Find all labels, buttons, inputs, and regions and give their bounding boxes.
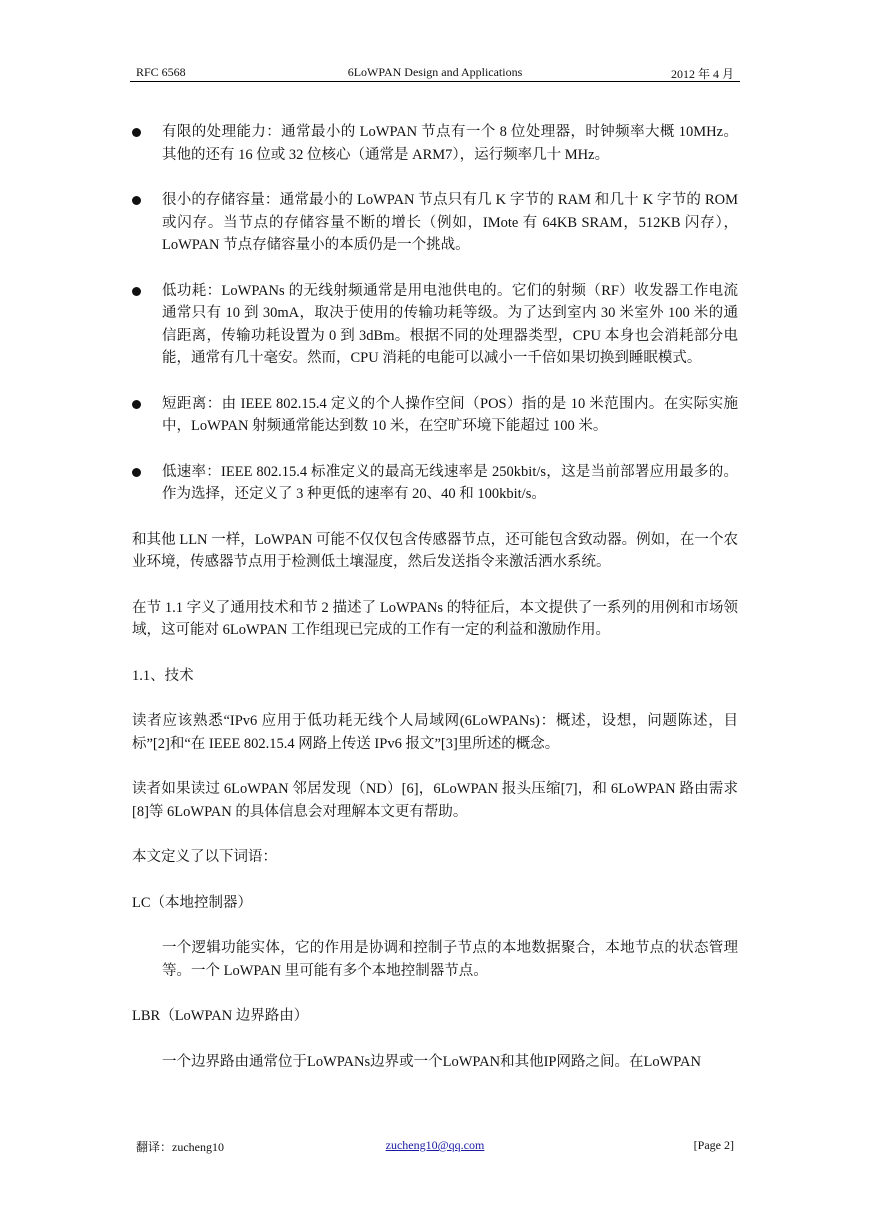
- term-heading: LC（本地控制器）: [132, 894, 253, 911]
- email-link[interactable]: zucheng10@qq.com: [385, 1138, 485, 1152]
- bullet-text: 短距离：由 IEEE 802.15.4 定义的个人操作空间（POS）指的是 10 米范围内。在实际实施中，LoWPAN 射频通常能达到数 10 米，在空旷环境下能超过 100 米。: [162, 395, 738, 434]
- paragraph: 读者应该熟悉“IPv6 应用于低功耗无线个人局域网(6LoWPANs)：概述，设想，问题陈述，目标”[2]和“在 IEEE 802.15.4 网路上传送 IPv6 报文”[3]里所述的概念。: [132, 713, 738, 752]
- bullet-icon: [132, 196, 141, 205]
- paragraph: 读者如果读过 6LoWPAN 邻居发现（ND）[6]，6LoWPAN 报头压缩[7]，和 6LoWPAN 路由需求[8]等 6LoWPAN 的具体信息会对理解本文更有帮助。: [132, 781, 738, 820]
- term-definition: 一个边界路由通常位于LoWPANs边界或一个LoWPAN和其他IP网路之间。在LoWPAN: [162, 1053, 701, 1070]
- paragraph: 本文定义了以下词语：: [132, 849, 277, 865]
- rfc-number: RFC 6568: [136, 65, 186, 79]
- translator-credit: 翻译：zucheng10: [136, 1140, 224, 1154]
- bullet-item: [132, 189, 738, 257]
- bullet-icon: [132, 287, 141, 296]
- bullet-text: 很小的存储容量：通常最小的 LoWPAN 节点只有几 K 字节的 RAM 和几十 K 字节的 ROM 或闪存。当节点的存储容量不断的增长（例如，IMote 有 64KB SRAM，512KB 闪存），LoWPAN 节点存储容量小的本质仍是一个挑战。: [162, 192, 738, 253]
- document-date: 2012 年 4 月: [670, 67, 734, 81]
- bullet-text: 低功耗：LoWPANs 的无线射频通常是用电池供电的。它们的射频（RF）收发器工作电流通常只有 10 到 30mA，取决于使用的传输功耗等级。为了达到室内 30 米室外 100 米的通信距离，传输功耗设置为 0 到 3dBm。根据不同的处理器类型，CPU 本身也会消耗部分电能，通常有几十毫安。然而，CPU 消耗的电能可以减小一千倍如果切换到睡眠模式。: [162, 282, 738, 366]
- page-number: [Page 2]: [693, 1138, 734, 1152]
- bullet-icon: [132, 400, 141, 409]
- bullet-item: [132, 461, 738, 506]
- paragraph: 和其他 LLN 一样，LoWPAN 可能不仅仅包含传感器节点，还可能包含致动器。例如，在一个农业环境，传感器节点用于检测低土壤湿度，然后发送指令来激活洒水系统。: [132, 531, 738, 570]
- page-body: [132, 121, 738, 1096]
- bullet-text: 低速率：IEEE 802.15.4 标准定义的最高无线速率是 250kbit/s，这是当前部署应用最多的。作为选择，还定义了 3 种更低的速率有 20、40 和 100kbit/s。: [162, 463, 738, 502]
- document-title: 6LoWPAN Design and Applications: [347, 65, 523, 79]
- page-header: [130, 63, 740, 82]
- term-heading: LBR（LoWPAN 边界路由）: [132, 1008, 309, 1024]
- bullet-icon: [132, 468, 141, 477]
- section-heading: 1.1、技术: [132, 667, 194, 684]
- email-container: [130, 1138, 740, 1153]
- bullet-text: 有限的处理能力：通常最小的 LoWPAN 节点有一个 8 位处理器，时钟频率大概 10MHz。其他的还有 16 位或 32 位核心（通常是 ARM7），运行频率几十 MHz。: [162, 124, 738, 163]
- term-definition: 一个逻辑功能实体，它的作用是协调和控制子节点的本地数据聚合，本地节点的状态管理等。一个 LoWPAN 里可能有多个本地控制器节点。: [162, 940, 738, 979]
- bullet-item: [132, 121, 738, 166]
- bullet-item: [132, 280, 738, 370]
- bullet-icon: [132, 128, 141, 137]
- bullet-item: [132, 393, 738, 438]
- paragraph: 在节 1.1 字义了通用技术和节 2 描述了 LoWPANs 的特征后，本文提供了一系列的用例和市场领域，这可能对 6LoWPAN 工作组现已完成的工作有一定的利益和激励作用。: [132, 599, 738, 638]
